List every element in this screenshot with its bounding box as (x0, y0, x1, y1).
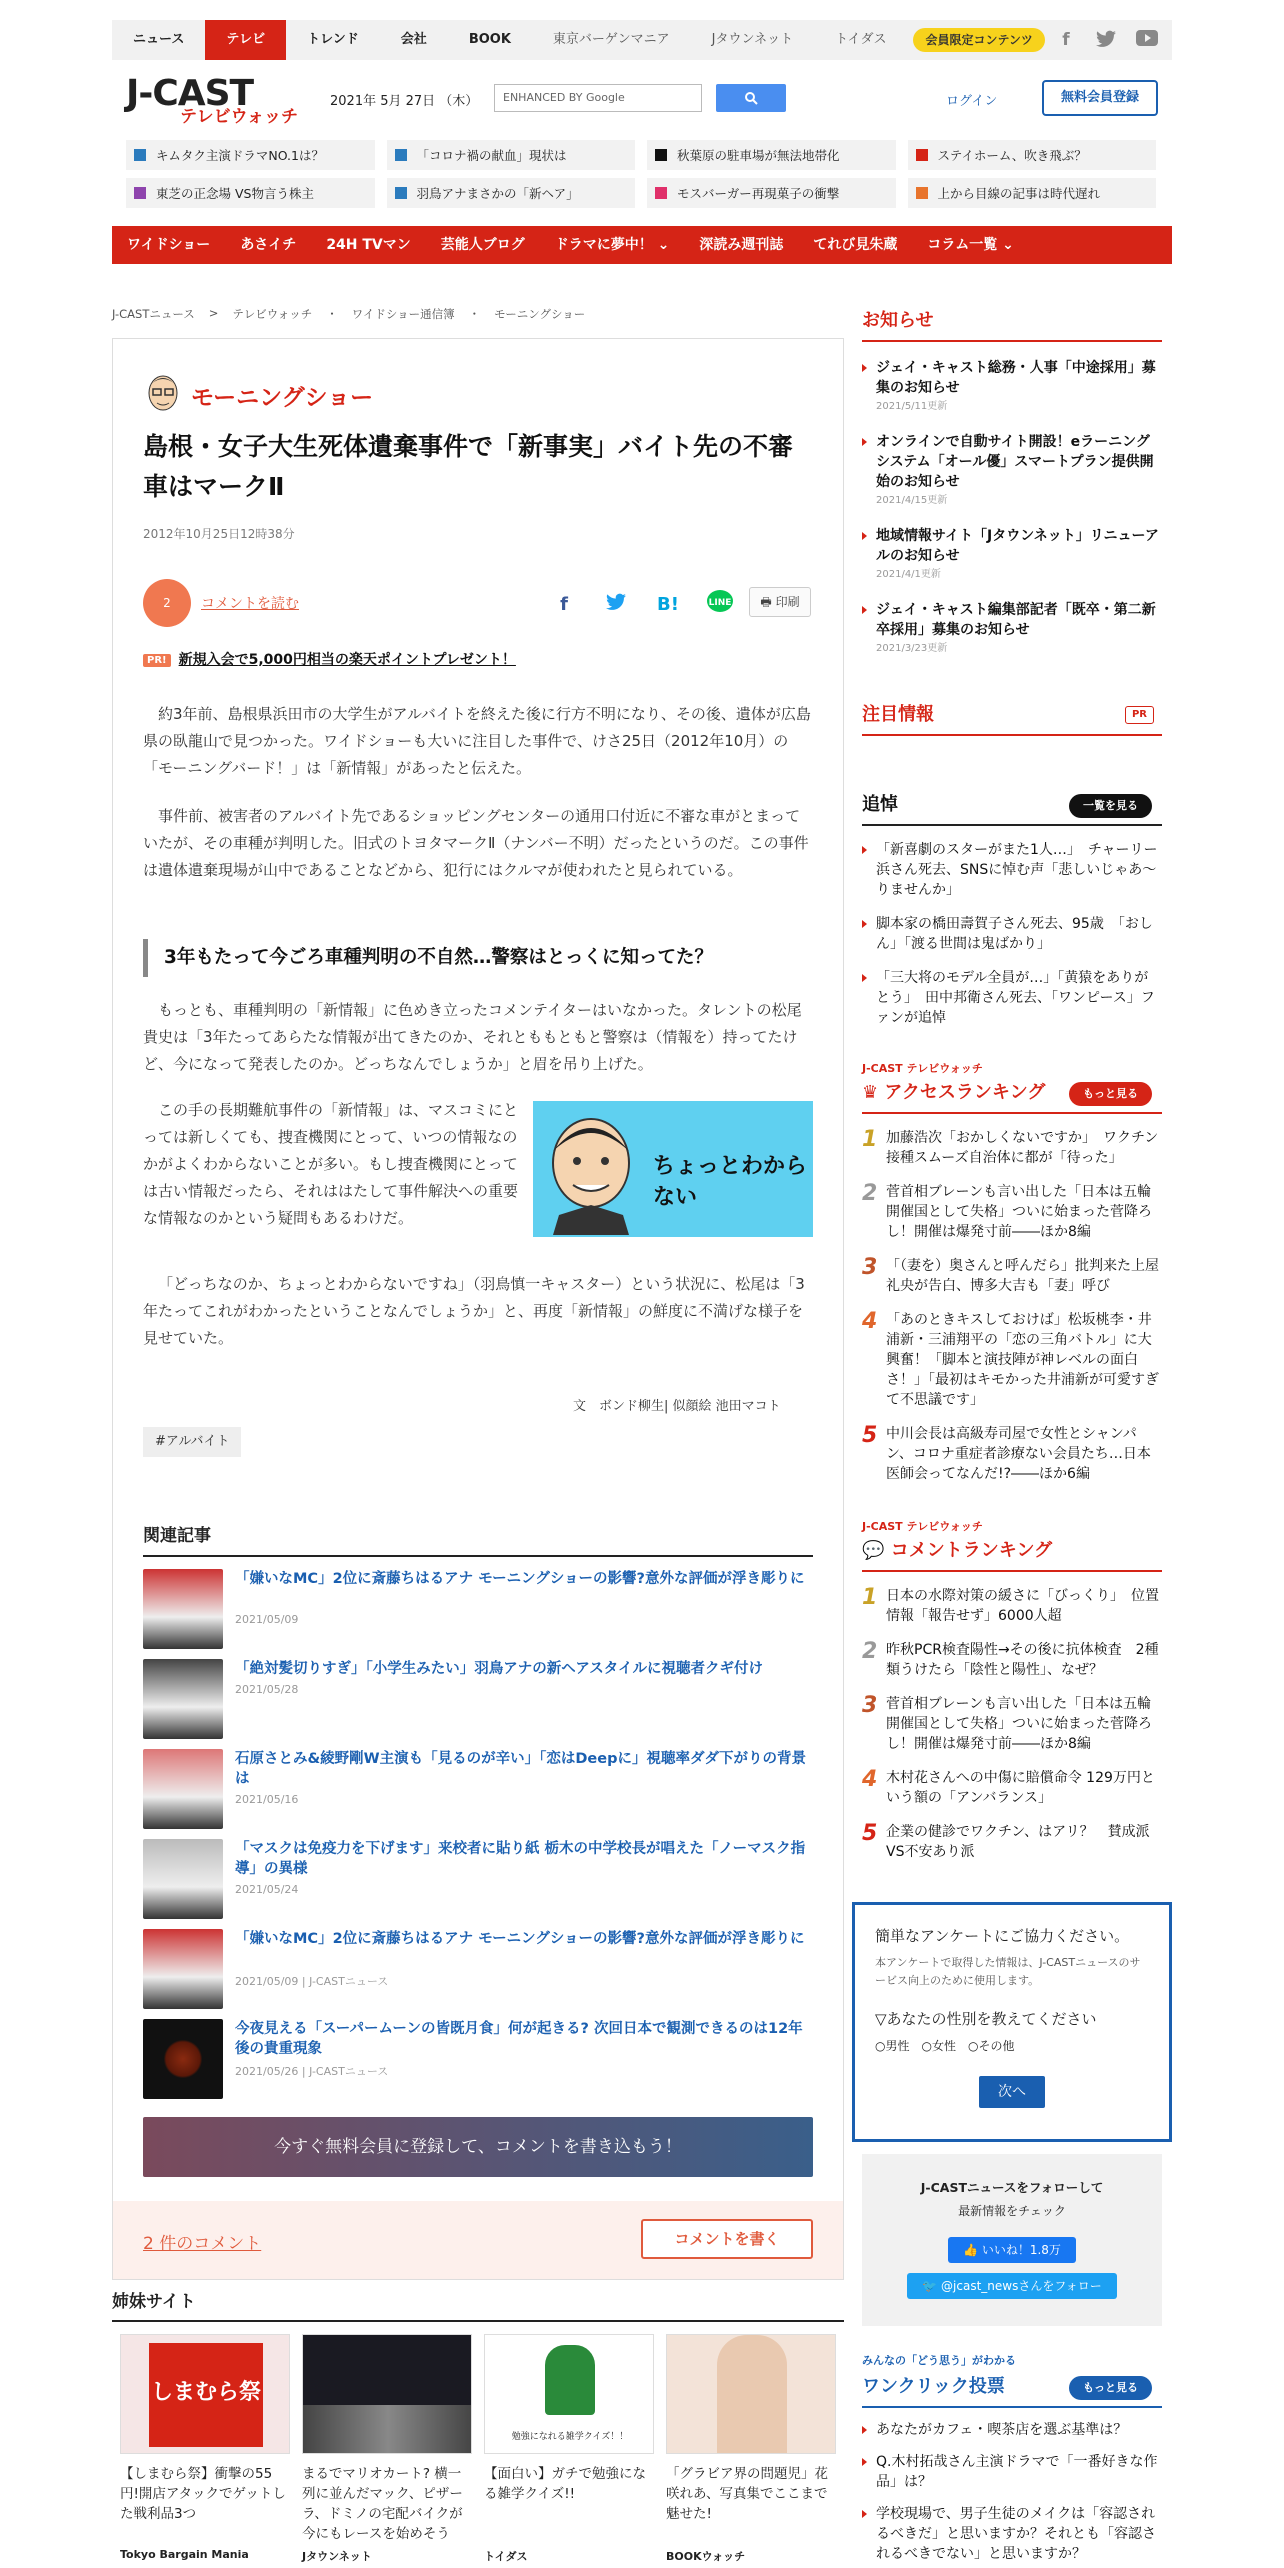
obituary-item[interactable]: 「新喜劇のスターがまた1人…」 チャーリー浜さん死去、SNSに悼む声「悲しいじゃあ～りませんか」 (862, 840, 1162, 900)
nav-book[interactable]: BOOK (468, 32, 511, 47)
menu-weekly[interactable]: 深読み週刊誌 (699, 237, 784, 253)
related-thumbnail[interactable] (143, 1839, 223, 1919)
survey-next-button[interactable]: 次へ (979, 2076, 1045, 2108)
article-paragraph: 事件前、被害者のアルバイト先であるショッピングセンターの通用口付近に不審な車がとまっていたが、その車種が判明した。旧式のトヨタマークⅡ（ナンバー不明）だったというのだ。この事件は遺体遺棄現場が山中であることなどから、犯行にはクルマが使われたと見られている。 (143, 807, 809, 879)
search-button[interactable] (716, 84, 786, 112)
rank-number: 4 (862, 1309, 878, 1334)
rank-number: 3 (862, 1255, 878, 1280)
access-ranking-item[interactable]: 3 「（妻を）奥さんと呼んだら」批判来た上屋礼央が告白、博多大吉も「妻」呼び (862, 1255, 1159, 1294)
notice-section (862, 306, 1162, 674)
access-ranking-item[interactable]: 2 菅首相ブレーンも言い出した「日本は五輪開催国として失格」ついに始まった菅降ろし！開催は爆発寸前――ほか8編 (862, 1181, 1152, 1240)
nav-trend[interactable]: トレンド (307, 32, 359, 47)
crumb-tvwatch[interactable]: テレビウォッチ (232, 307, 313, 321)
poll-more-button[interactable]: もっと見る (1069, 2376, 1152, 2400)
survey-title: 簡単なアンケートにご協力ください。 (875, 1927, 1130, 1945)
article-paragraph: もっとも、車種判明の「新情報」に色めき立ったコメンテイターはいなかった。タレントの松尾貴史は「3年たってあらたな情報が出てきたのか、それとももともと警察は（情報を）持ってたけど、今になって発表したのか。どっちなんでしょうか」と眉を吊り上げた。 (143, 1001, 802, 1073)
article-paragraph: 「どっちなのか、ちょっとわからないですね」（羽鳥慎一キャスター）という状況に、松尾は「3年たってこれがわかったということなんでしょうか」と、再度「新情報」の鮮度に不満げな様子を見せていた。 (143, 1275, 805, 1347)
related-title[interactable]: 今夜見える「スーパームーンの皆既月食」何が起きる? 次回日本で観測できるのは12年後の貴重現象 (235, 2021, 803, 2057)
article-paragraph: この手の長期難航事件の「新情報」は、マスコミにとっては新しくても、捜査機関にとって、いつの情報なのかがよくわからないことが多い。もし捜査機関にとっては古い情報だったら、それははたして事件解決への重要な情報なのかという疑問もあるわけだ。 (143, 1101, 519, 1227)
search-input[interactable]: ENHANCED BY Google (494, 84, 702, 112)
access-ranking-section (862, 1060, 1162, 1498)
related-date: 2021/05/28 (235, 1683, 299, 1696)
poll-item[interactable]: あなたがカフェ・喫茶店を選ぶ基準は？ (862, 2420, 1162, 2440)
nav-news[interactable]: ニュース (133, 32, 185, 47)
poll-section (862, 2352, 1162, 2568)
program-title[interactable]: モーニングショー (191, 385, 374, 411)
related-thumbnail[interactable] (143, 2019, 223, 2099)
menu-asaichi[interactable]: あさイチ (240, 237, 297, 253)
svg-text:LINE: LINE (708, 598, 732, 608)
menu-drama[interactable]: ドラマに夢中！ ⌄ (554, 237, 670, 253)
related-article[interactable] (143, 2019, 813, 2099)
related-title[interactable]: 「嫌いなMC」2位に斎藤ちはるアナ モーニングショーの影響?意外な評価が浮き彫りに (235, 1571, 805, 1587)
comment-ranking-title: コメントランキング (890, 1540, 1053, 1561)
sister-site-image[interactable]: しまむら祭 (120, 2334, 290, 2454)
rank-number: 1 (862, 1585, 878, 1610)
comment-ranking-section (862, 1518, 1162, 1876)
publish-date: 2012年10月25日12時38分 (143, 527, 295, 541)
comment-ranking-item[interactable]: 4 木村花さんへの中傷に賠償命令 129万円という額の「アンバランス」 (862, 1767, 1155, 1806)
related-thumbnail[interactable] (143, 1569, 223, 1649)
related-title[interactable]: 「絶対髪切りすぎ」「小学生みたい」羽鳥アナの新ヘアスタイルに視聴者クギ付け (235, 1661, 763, 1677)
rank-number: 3 (862, 1693, 878, 1718)
poll-item[interactable]: Q.木村拓哉さん主演ドラマで「一番好きな作品」は？ (862, 2452, 1162, 2492)
sister-site-brand: Jタウンネット (302, 2550, 372, 2563)
write-comment-button[interactable]: コメントを書く (641, 2219, 813, 2259)
menu-columns[interactable]: コラム一覧 ⌄ (927, 237, 1014, 253)
crumb-jcast[interactable]: J-CASTニュース (112, 307, 195, 321)
hashtag-tag[interactable]: #アルバイト (143, 1427, 241, 1457)
attention-title: 注目情報 PR (862, 700, 1162, 736)
related-thumbnail[interactable] (143, 1749, 223, 1829)
topic-tag[interactable]: 羽鳥アナまさかの「新ヘア」 (387, 178, 636, 208)
attention-section (862, 700, 1162, 736)
menu-blog[interactable]: 芸能人ブログ (440, 237, 525, 253)
topic-tag[interactable]: ステイホーム、吹き飛ぶ？ (908, 140, 1157, 170)
related-article[interactable] (143, 1569, 813, 1649)
twitter-icon[interactable] (1096, 30, 1116, 50)
line-share-icon[interactable] (705, 589, 735, 620)
facebook-like-button[interactable]: 👍 いいね！1.8万 (948, 2237, 1076, 2263)
poll-title: ワンクリック投票 (862, 2376, 1005, 2397)
topic-tag[interactable]: 秋葉原の駐車場が無法地帯化 (647, 140, 896, 170)
printer-icon: 🖶 (760, 595, 772, 609)
register-button[interactable]: 無料会員登録 (1042, 80, 1158, 116)
sister-site-brand: Tokyo Bargain Mania (120, 2548, 249, 2561)
member-content-badge[interactable]: 会員限定コンテンツ (913, 28, 1044, 52)
comment-ranking-item[interactable]: 5 企業の健診でワクチン、はアリ？ 賛成派VS不安あり派 (862, 1821, 1150, 1860)
sister-site-image[interactable] (302, 2334, 472, 2454)
related-date: 2021/05/09 | J-CASTニュース (235, 1975, 389, 1988)
related-date: 2021/05/24 (235, 1883, 299, 1896)
crumb-morningshow[interactable]: モーニングショー (494, 307, 586, 321)
topic-tag[interactable]: 上から目線の記事は時代遅れ (908, 178, 1157, 208)
caricature-icon (143, 369, 183, 415)
current-date: 2021年 5月 27日 （木） (330, 94, 479, 109)
nav-jtown[interactable]: Jタウンネット (711, 32, 794, 47)
tag-color-marker (134, 149, 146, 161)
sister-site-caption[interactable]: 【面白い】ガチで勉強になる雑学クイズ!! (484, 2466, 646, 2502)
sister-site-card[interactable] (120, 2334, 290, 2561)
print-button[interactable]: 🖶 印刷 (749, 587, 811, 617)
sister-site-card[interactable] (302, 2334, 472, 2564)
obituary-more-button[interactable]: 一覧を見る (1069, 794, 1152, 818)
related-date: 2021/05/16 (235, 1793, 299, 1806)
nav-bargain[interactable]: 東京バーゲンマニア (552, 32, 670, 47)
topic-tag[interactable]: 東芝の正念場 VS物言う株主 (126, 178, 375, 208)
tag-color-marker (916, 149, 928, 161)
rank-number: 4 (862, 1767, 878, 1792)
rank-number: 2 (862, 1181, 878, 1206)
facebook-share-icon[interactable]: f (560, 594, 568, 615)
comment-ranking-item[interactable]: 2 昨秋PCR検査陽性→その後に抗体検査 2種類うけたら「陰性と陽性」、なぜ？ (862, 1639, 1159, 1678)
comment-ranking-item[interactable]: 3 菅首相ブレーンも言い出した「日本は五輪開催国として失格」ついに始まった菅降ろし！開催は爆発寸前――ほか8編 (862, 1693, 1152, 1752)
join-to-comment-button[interactable]: 今すぐ無料会員に登録して、コメントを書き込もう！ (143, 2117, 813, 2177)
tag-color-marker (916, 187, 928, 199)
section-label: J-CAST テレビウォッチ (862, 1062, 983, 1075)
sister-site-brand: BOOKウォッチ (666, 2550, 746, 2563)
search-icon (744, 91, 758, 105)
related-date: 2021/05/09 (235, 1613, 299, 1626)
comment-bar (113, 2201, 843, 2279)
sister-site-caption[interactable]: 「グラビア界の問題児」花咲れあ、写真集でここまで魅せた! (666, 2466, 828, 2522)
tag-color-marker (134, 187, 146, 199)
obituary-item[interactable]: 脚本家の橋田壽賀子さん死去、95歳 「おしん」「渡る世間は鬼ばかり」 (862, 914, 1162, 954)
category-menu (112, 226, 1172, 264)
twitter-follow-button[interactable]: 🐦 @jcast_newsさんをフォロー (907, 2273, 1117, 2299)
comment-count-icon[interactable]: 2 (143, 579, 191, 627)
tag-color-marker (655, 187, 667, 199)
notice-item[interactable]: オンラインで自動サイト開設！eラーニングシステム「オール優」スマートプラン提供開始のお知らせ 2021/4/15更新 (862, 432, 1162, 508)
related-title[interactable]: 石原さとみ&綾野剛W主演も「見るのが辛い」「恋はDeepに」視聴率ダダ下がりの背景は (235, 1751, 806, 1787)
nav-tv[interactable]: テレビ (205, 20, 286, 60)
sister-site-card[interactable] (666, 2334, 836, 2564)
related-article[interactable] (143, 1839, 813, 1919)
sister-site-caption[interactable]: 【しまむら祭】衝撃の55円!開店アタックでゲットした戦利品3つ (120, 2466, 286, 2522)
related-article[interactable] (143, 1659, 813, 1739)
topic-tags (126, 140, 1156, 208)
notice-title: お知らせ (862, 306, 1162, 342)
youtube-icon[interactable] (1136, 30, 1156, 50)
poll-label: みんなの「どう思う」がわかる (862, 2354, 1016, 2367)
article-card (112, 338, 844, 2280)
crumb-wideshow[interactable]: ワイドショー通信簿 (351, 307, 455, 321)
topic-tag[interactable]: 「コロナ禍の献血」現状は (387, 140, 636, 170)
poll-item[interactable]: 学校現場で、男子生徒のメイクは「容認されるべきだ」と思いますか？それとも「容認されるべきでない」と思いますか？ (862, 2504, 1162, 2564)
radio-other[interactable]: ○その他 (968, 2039, 1015, 2053)
notice-item[interactable]: ジェイ・キャスト編集部記者「既卒・第二新卒採用」募集のお知らせ 2021/3/23更新 (862, 600, 1162, 656)
access-more-button[interactable]: もっと見る (1069, 1082, 1152, 1106)
login-link[interactable]: ログイン (946, 94, 998, 109)
ranking-icon: ♛ (862, 1082, 879, 1103)
notice-item[interactable]: 地域情報サイト「Jタウンネット」リニューアルのお知らせ 2021/4/1更新 (862, 526, 1162, 582)
facebook-icon[interactable]: f (1062, 30, 1070, 50)
twitter-share-icon[interactable] (601, 593, 631, 616)
follow-line2: 最新情報をチェック (958, 2204, 1066, 2218)
hatena-bookmark-icon[interactable]: B! (657, 594, 679, 615)
menu-24htv[interactable]: 24H TVマン (326, 237, 411, 253)
rank-number: 5 (862, 1423, 878, 1448)
access-ranking-title: アクセスランキング (884, 1082, 1046, 1103)
sister-site-card[interactable] (484, 2334, 654, 2564)
tag-color-marker (395, 187, 407, 199)
related-date: 2021/05/26 | J-CASTニュース (235, 2065, 389, 2078)
related-title[interactable]: 「嫌いなMC」2位に斎藤ちはるアナ モーニングショーの影響?意外な評価が浮き彫りに (235, 1931, 805, 1947)
nav-toidas[interactable]: トイダス (835, 32, 887, 47)
rank-number: 5 (862, 1821, 878, 1846)
chevron-down-icon: ⌄ (1002, 237, 1014, 253)
breadcrumb: J-CASTニュース > テレビウォッチ ・ ワイドショー通信簿 ・ モーニングショー (112, 306, 586, 321)
article-subheading: 3年もたって今ごろ車種判明の不自然…警察はとっくに知ってた？ (143, 939, 813, 977)
access-ranking-item[interactable]: 1 加藤浩次「おかしくないですか」 ワクチン接種スムーズ自治体に都が「待った」 (862, 1127, 1159, 1166)
section-label: J-CAST テレビウォッチ (862, 1520, 983, 1533)
sister-site-image[interactable] (666, 2334, 836, 2454)
notice-item[interactable]: ジェイ・キャスト総務・人事「中途採用」募集のお知らせ 2021/5/11更新 (862, 358, 1162, 414)
comment-ranking-item[interactable]: 1 日本の水際対策の緩さに「びっくり」 位置情報「報告せず」6000人超 (862, 1585, 1159, 1624)
obituary-section (862, 790, 1162, 1042)
related-article[interactable] (143, 1929, 813, 2009)
share-buttons (549, 589, 735, 620)
sister-sites-title: 姉妹サイト (112, 2286, 844, 2322)
article-paragraph: 約3年前、島根県浜田市の大学生がアルバイトを終えた後に行方不明になり、その後、遺体が広島県の臥龍山で見つかった。ワイドショーも大いに注目した事件で、けさ25日（2012年10月）の「モーニングバード！」は「新情報」があったと伝えた。 (143, 705, 811, 777)
radio-female[interactable]: ○女性 (921, 2039, 956, 2053)
related-article[interactable] (143, 1749, 813, 1829)
obituary-item[interactable]: 「三大将のモデル全員が…」「黄猿をありがとう」 田中邦衛さん死去、「ワンピース」ファンが追悼 (862, 968, 1162, 1028)
site-logo[interactable]: J-CAST テレビウォッチ (126, 73, 298, 127)
pr-link[interactable]: PR! 新規入会で5,000円相当の楽天ポイントプレゼント！ (143, 649, 516, 669)
comment-count-link[interactable]: 2 件のコメント (143, 2234, 262, 2254)
thumbs-up-icon: 👍 (963, 2243, 979, 2257)
sister-site-image[interactable]: 勉強になれる雑学クイズ！！ (484, 2334, 654, 2454)
nav-company[interactable]: 会社 (400, 32, 427, 47)
related-title[interactable]: 「マスクは免疫力を下げます」来校者に貼り紙 栃木の中学校長が唱えた「ノーマスク指導」の異様 (235, 1841, 806, 1877)
related-articles-title: 関連記事 (143, 1519, 813, 1557)
topic-tag[interactable]: モスバーガー再現菓子の衝撃 (647, 178, 896, 208)
follow-box (862, 2154, 1162, 2326)
read-comments-link[interactable]: コメントを読む (201, 596, 299, 612)
twitter-icon: 🐦 (922, 2279, 938, 2293)
comment-bubble-icon: 💬 (862, 1540, 885, 1561)
tag-color-marker (395, 149, 407, 161)
related-thumbnail[interactable] (143, 1929, 223, 2009)
article-credit: 文 ボンド柳生| 似顔絵 池田マコト (573, 1399, 781, 1414)
related-thumbnail[interactable] (143, 1659, 223, 1739)
menu-mishuzo[interactable]: てれび見朱蔵 (813, 237, 898, 253)
article-headline: 島根・女子大生死体遺棄事件で「新事実」バイト先の不審車はマークⅡ (143, 432, 794, 501)
chevron-down-icon: ⌄ (657, 237, 670, 253)
survey-box (852, 1902, 1172, 2142)
tag-color-marker (655, 149, 667, 161)
sister-site-brand: トイダス (484, 2550, 528, 2563)
sister-site-caption[interactable]: まるでマリオカート? 横一列に並んだマック、ピザーラ、ドミノの宅配バイクが今にもレースを始めそう (302, 2466, 463, 2542)
caricature-illustration: ちょっとわからない (533, 1101, 813, 1237)
pr-badge: PR (1125, 706, 1154, 724)
rank-number: 2 (862, 1639, 878, 1664)
survey-note: 本アンケートで取得した情報は、J-CASTニュースのサービス向上のために使用します。 (875, 1956, 1141, 1987)
follow-line1: J-CASTニュースをフォローして (920, 2180, 1104, 2195)
top-nav (112, 20, 1172, 60)
topic-tag[interactable]: キムタク主演ドラマNO.1は？ (126, 140, 375, 170)
survey-question: ▽あなたの性別を教えてください (875, 2010, 1097, 2028)
menu-wideshow[interactable]: ワイドショー (127, 237, 211, 253)
survey-options (875, 2037, 1149, 2054)
rank-number: 1 (862, 1127, 878, 1152)
radio-male[interactable]: ○男性 (875, 2039, 910, 2053)
access-ranking-item[interactable]: 5 中川会長は高級寿司屋で女性とシャンパン、コロナ重症者診療ない会員たち…日本医師会ってなんだ!?――ほか6編 (862, 1423, 1151, 1482)
access-ranking-item[interactable]: 4 「あのときキスしておけば」松坂桃李・井浦新・三浦翔平の「恋の三角バトル」に大興奮！「脚本と演技陣が神レベルの面白さ！」「最初はキモかった井浦新が可愛すぎて不思議です」 (862, 1309, 1159, 1408)
obituary-title: 追悼 (862, 794, 898, 815)
